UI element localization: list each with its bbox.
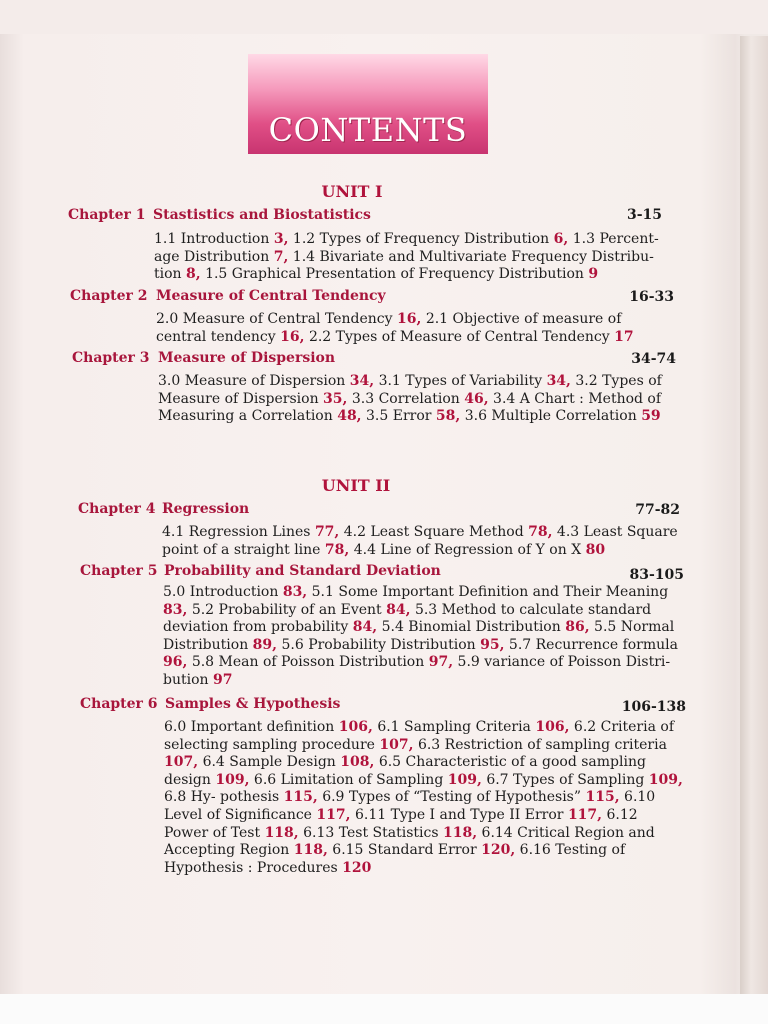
- section-page-number: 16,: [280, 328, 305, 345]
- section-page-number: 97: [212, 671, 233, 688]
- section-entry: 2.2 Types of Measure of Central Tendency: [308, 328, 615, 345]
- section-entry: 2.1 Objective of measure of central tendency: [156, 311, 622, 345]
- section-page-number: 83,: [282, 584, 308, 600]
- section-page-number: 86,: [565, 619, 590, 636]
- section-entry: 6.16 Testing of Hypothesis : Procedures: [164, 842, 626, 876]
- chapter-label: Chapter 6: [80, 696, 158, 712]
- section-page-number: 107,: [379, 736, 414, 753]
- section-entry: 6.0 Important definition: [164, 719, 339, 735]
- section-page-number: 84,: [386, 601, 411, 618]
- section-page-number: 80: [585, 541, 606, 558]
- section-entry: 6.4 Sample Design: [202, 754, 341, 771]
- section-page-number: 58,: [435, 408, 461, 425]
- section-page-number: 77,: [314, 524, 340, 540]
- chapter-pages: 16-33: [629, 289, 674, 305]
- section-entry: 3.1 Types of Variability: [378, 373, 547, 389]
- section-page-number: 83,: [163, 601, 188, 618]
- section-entry: 2.0 Measure of Central Tendency: [156, 311, 397, 327]
- section-page-number: 118,: [442, 824, 478, 841]
- section-page-number: 17: [614, 328, 634, 345]
- section-entry: 6.10 Level of Significance: [164, 789, 656, 823]
- section-page-number: 48,: [337, 408, 362, 425]
- section-entry: 3.5 Error: [366, 408, 436, 425]
- section-entry: 3.4 A Chart : Method of Measuring a Correlation: [158, 390, 662, 425]
- section-page-number: 89,: [252, 636, 278, 653]
- chapter-title: Measure of Central Tendency: [156, 288, 386, 304]
- section-page-number: 59: [641, 408, 661, 425]
- section-page-number: 9: [588, 266, 599, 283]
- chapter-title: Measure of Dispersion: [158, 350, 336, 366]
- section-entry: 6.15 Standard Error: [332, 842, 482, 859]
- section-page-number: 118,: [293, 842, 328, 859]
- section-page-number: 117,: [316, 806, 351, 823]
- chapter-label: Chapter 4: [78, 501, 156, 517]
- section-entry: 6.3 Restriction of sampling criteria: [417, 736, 667, 753]
- unit-heading: UNIT II: [321, 476, 391, 495]
- section-page-number: 3,: [273, 231, 289, 247]
- section-entry: 6.11 Type I and Type II Error: [354, 806, 568, 823]
- page-edge: [740, 36, 768, 994]
- section-entry: 4.4 Line of Regression of Y on X: [353, 541, 586, 558]
- chapter-pages: 3-15: [626, 207, 662, 223]
- section-list: [163, 584, 683, 690]
- section-list: [162, 524, 682, 559]
- section-page-number: 34,: [546, 373, 571, 389]
- section-entry: 6.8 Hy- pothesis: [164, 789, 284, 806]
- section-entry: 1.2 Types of Frequency Distribution: [292, 231, 554, 247]
- section-entry: 6.5 Characteristic of a good sampling design: [164, 754, 646, 788]
- section-page-number: 109,: [648, 771, 683, 788]
- scan-background: [0, 994, 768, 1024]
- section-page-number: 120: [342, 859, 372, 876]
- section-page-number: 96,: [163, 654, 188, 671]
- section-entry: 5.6 Probability Distribution: [281, 636, 481, 653]
- section-entry: 6.12 Power of Test: [164, 806, 638, 841]
- section-page-number: 109,: [447, 771, 482, 788]
- section-list: [156, 311, 676, 346]
- chapter-label: Chapter 3: [72, 350, 150, 366]
- section-entry: 4.1 Regression Lines: [162, 524, 315, 540]
- section-page-number: 7,: [273, 248, 289, 265]
- section-entry: 1.4 Bivariate and Multivariate Frequency Distribu- tion: [154, 248, 654, 283]
- section-page-number: 118,: [264, 824, 299, 841]
- section-entry: 5.1 Some Important Definition and Their Meaning: [311, 584, 669, 600]
- section-entry: 1.3 Percent- age Distribution: [154, 231, 659, 265]
- chapter-pages: 83-105: [629, 567, 684, 583]
- chapter-pages: 34-74: [631, 351, 676, 367]
- section-entry: 6.1 Sampling Criteria: [377, 719, 536, 735]
- section-page-number: 117,: [567, 806, 603, 823]
- section-page-number: 106,: [338, 719, 373, 735]
- chapter-title: Stastistics and Biostatistics: [153, 207, 371, 223]
- chapter-pages: 77-82: [635, 502, 680, 518]
- page-title: CONTENTS: [268, 111, 468, 149]
- section-entry: 1.1 Introduction: [154, 231, 274, 247]
- chapter-label: Chapter 1: [68, 207, 146, 223]
- unit-heading: UNIT I: [321, 182, 383, 201]
- section-list: [154, 231, 672, 284]
- section-page-number: 78,: [324, 541, 350, 558]
- section-page-number: 107,: [164, 754, 199, 771]
- section-entry: 1.5 Graphical Presentation of Frequency Distribution: [205, 266, 589, 283]
- chapter-pages: 106-138: [621, 699, 686, 715]
- section-entry: 6.9 Types of “Testing of Hypothesis”: [322, 789, 586, 806]
- section-entry: 5.7 Recurrence formula: [508, 636, 678, 653]
- section-entry: 6.6 Limitation of Sampling: [253, 771, 448, 788]
- section-page-number: 6,: [553, 231, 569, 247]
- section-entry: 5.5 Normal Distribution: [163, 619, 675, 653]
- chapter-title: Probability and Standard Deviation: [164, 563, 441, 579]
- section-page-number: 84,: [352, 619, 378, 636]
- section-page-number: 97,: [428, 654, 454, 671]
- section-entry: 6.14 Critical Region and Accepting Region: [164, 824, 655, 859]
- chapter-label: Chapter 5: [80, 563, 158, 579]
- section-entry: 3.3 Correlation: [351, 390, 465, 407]
- section-entry: 6.13 Test Statistics: [303, 824, 443, 841]
- section-entry: 5.9 variance of Poisson Distri- bution: [163, 654, 671, 688]
- section-page-number: 35,: [323, 390, 348, 407]
- section-page-number: 46,: [464, 390, 489, 407]
- section-page-number: 115,: [585, 789, 620, 806]
- section-page-number: 16,: [397, 311, 422, 327]
- chapter-title: Regression: [162, 501, 250, 517]
- section-page-number: 34,: [349, 373, 375, 389]
- section-entry: 3.0 Measure of Dispersion: [158, 373, 350, 389]
- section-entry: 4.2 Least Square Method: [343, 524, 529, 540]
- section-entry: 5.3 Method to calculate standard deviation from probability: [163, 601, 652, 636]
- section-page-number: 109,: [215, 771, 250, 788]
- section-page-number: 120,: [481, 842, 516, 859]
- section-entry: 5.2 Probability of an Event: [191, 601, 387, 618]
- section-page-number: 108,: [340, 754, 375, 771]
- section-entry: 5.0 Introduction: [163, 584, 283, 600]
- section-entry: 5.8 Mean of Poisson Distribution: [191, 654, 429, 671]
- section-entry: 6.2 Criteria of selecting sampling procedure: [164, 719, 675, 753]
- section-list: [158, 373, 678, 426]
- section-entry: 4.3 Least Square point of a straight line: [162, 524, 678, 558]
- section-page-number: 8,: [186, 266, 201, 283]
- section-list: [164, 719, 686, 877]
- chapter-label: Chapter 2: [70, 288, 148, 304]
- section-entry: 3.6 Multiple Correlation: [464, 408, 642, 425]
- chapter-title: Samples & Hypothesis: [165, 696, 341, 712]
- section-page-number: 78,: [528, 524, 553, 540]
- section-entry: 6.7 Types of Sampling: [486, 771, 649, 788]
- section-entry: 5.4 Binomial Distribution: [381, 619, 566, 636]
- section-entry: 3.2 Types of Measure of Dispersion: [158, 373, 662, 407]
- section-page-number: 115,: [283, 789, 318, 806]
- section-page-number: 95,: [480, 636, 505, 653]
- section-page-number: 106,: [535, 719, 570, 735]
